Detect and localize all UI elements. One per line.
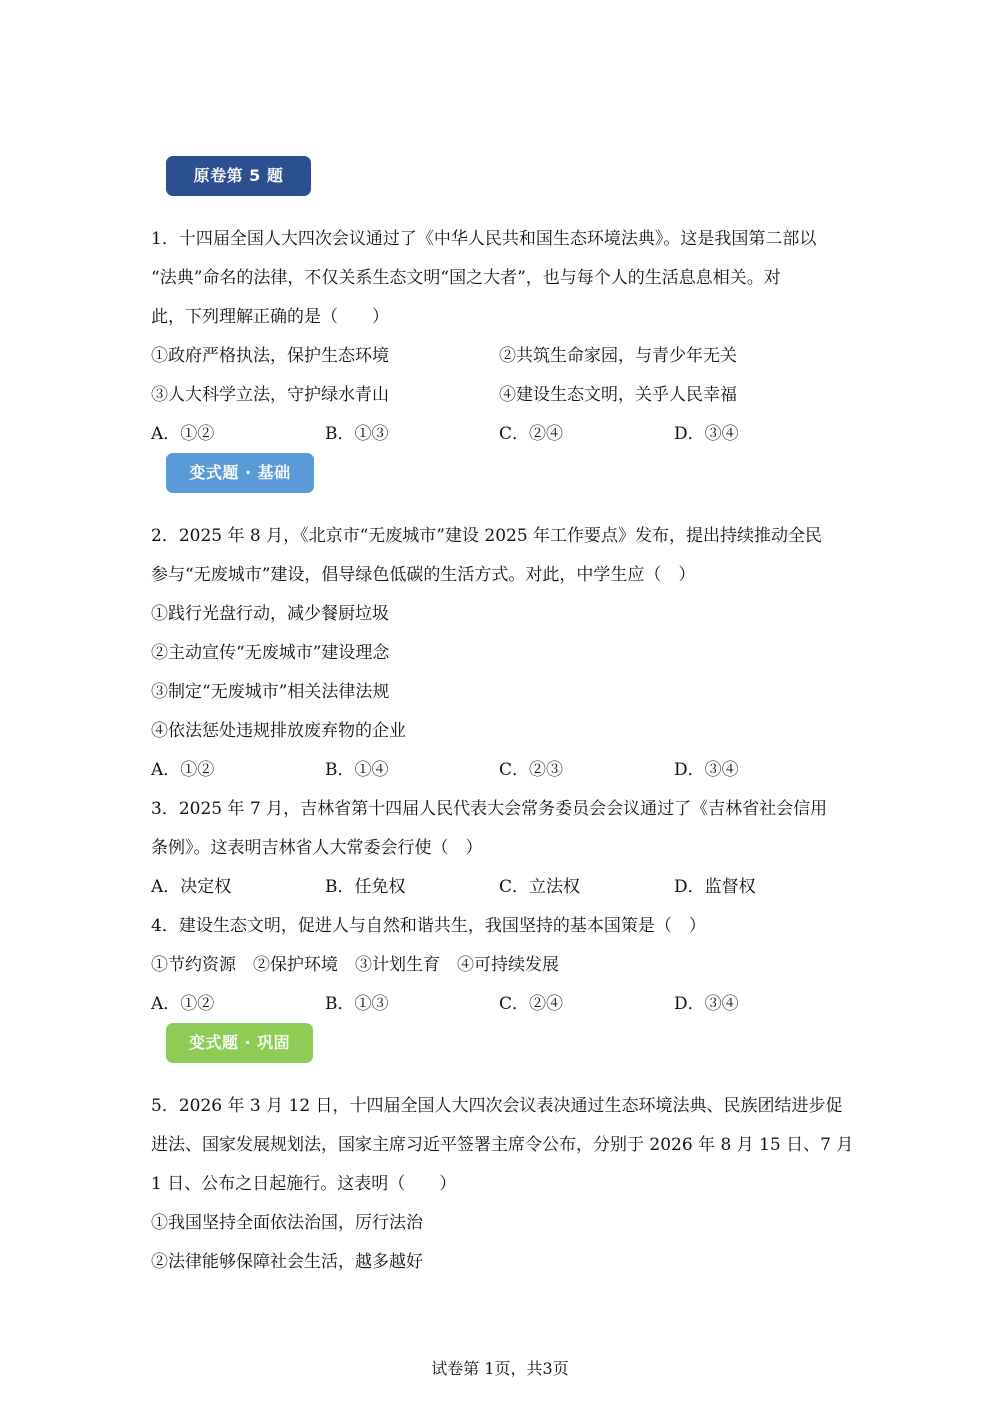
q1-choice-a: A．①②	[151, 424, 215, 444]
q4-stem-line-1: 4．建设生态文明，促进人与自然和谐共生，我国坚持的基本国策是（ ）	[151, 916, 706, 936]
q1-stem-line-3: 此，下列理解正确的是（ ）	[151, 307, 389, 327]
q4-items: ①节约资源 ②保护环境 ③计划生育 ④可持续发展	[151, 955, 559, 975]
q3-stem-line-2: 条例》。这表明吉林省人大常委会行使（ ）	[151, 838, 483, 858]
q2-item-2: ②主动宣传“无废城市”建设理念	[151, 643, 390, 663]
q1-choice-d: D．③④	[674, 424, 739, 444]
q2-item-3: ③制定“无废城市”相关法律法规	[151, 682, 390, 702]
q1-item-3: ③人大科学立法，守护绿水青山	[151, 385, 389, 405]
q1-stem-line-1: 1．十四届全国人大四次会议通过了《中华人民共和国生态环境法典》。这是我国第二部以	[151, 229, 817, 249]
q4-choice-d: D．③④	[674, 994, 739, 1014]
q3-choice-b: B．任免权	[325, 877, 406, 897]
q2-item-4: ④依法惩处违规排放废弃物的企业	[151, 721, 406, 741]
q3-choice-c: C．立法权	[499, 877, 581, 897]
q4-choice-c: C．②④	[499, 994, 564, 1014]
q2-stem-line-2: 参与“无废城市”建设，倡导绿色低碳的生活方式。对此，中学生应（ ）	[151, 565, 696, 585]
page-footer: 试卷第 1页，共3页	[431, 1359, 569, 1378]
q1-item-4: ④建设生态文明，关乎人民幸福	[499, 385, 737, 405]
q2-stem-line-1: 2．2025 年 8 月，《北京市“无废城市”建设 2025 年工作要点》发布，提出持续推动全民	[151, 526, 823, 546]
q3-choice-d: D．监督权	[674, 877, 756, 897]
q5-item-1: ①我国坚持全面依法治国，厉行法治	[151, 1213, 423, 1233]
q5-item-2: ②法律能够保障社会生活，越多越好	[151, 1252, 423, 1272]
q1-stem-line-2: “法典”命名的法律，不仅关系生态文明“国之大者”，也与每个人的生活息息相关。对	[151, 268, 781, 288]
q5-stem-line-1: 5．2026 年 3 月 12 日，十四届全国人大四次会议表决通过生态环境法典、民族团结进步促	[151, 1096, 843, 1116]
q2-item-1: ①践行光盘行动，减少餐厨垃圾	[151, 604, 389, 624]
variant-basic-tag: 变式题 · 基础	[166, 453, 314, 493]
q3-choice-a: A．决定权	[151, 877, 232, 897]
q2-choice-d: D．③④	[674, 760, 739, 780]
q4-choice-b: B．①③	[325, 994, 389, 1014]
q5-stem-line-2: 进法、国家发展规划法，国家主席习近平签署主席令公布，分别于 2026 年 8 月 15 日、7 月	[151, 1135, 854, 1155]
q5-stem-line-3: 1 日、公布之日起施行。这表明（ ）	[151, 1174, 457, 1194]
q1-item-2: ②共筑生命家园，与青少年无关	[499, 346, 737, 366]
q2-choice-a: A．①②	[151, 760, 215, 780]
q4-choice-a: A．①②	[151, 994, 215, 1014]
q2-choice-b: B．①④	[325, 760, 389, 780]
q3-stem-line-1: 3．2025 年 7 月，吉林省第十四届人民代表大会常务委员会会议通过了《吉林省社会信用	[151, 799, 828, 819]
q1-item-1: ①政府严格执法，保护生态环境	[151, 346, 389, 366]
variant-consolidate-tag: 变式题 · 巩固	[166, 1023, 313, 1063]
q2-choice-c: C．②③	[499, 760, 564, 780]
original-question-tag: 原卷第 5 题	[166, 156, 311, 196]
q1-choice-c: C．②④	[499, 424, 564, 444]
q1-choice-b: B．①③	[325, 424, 389, 444]
